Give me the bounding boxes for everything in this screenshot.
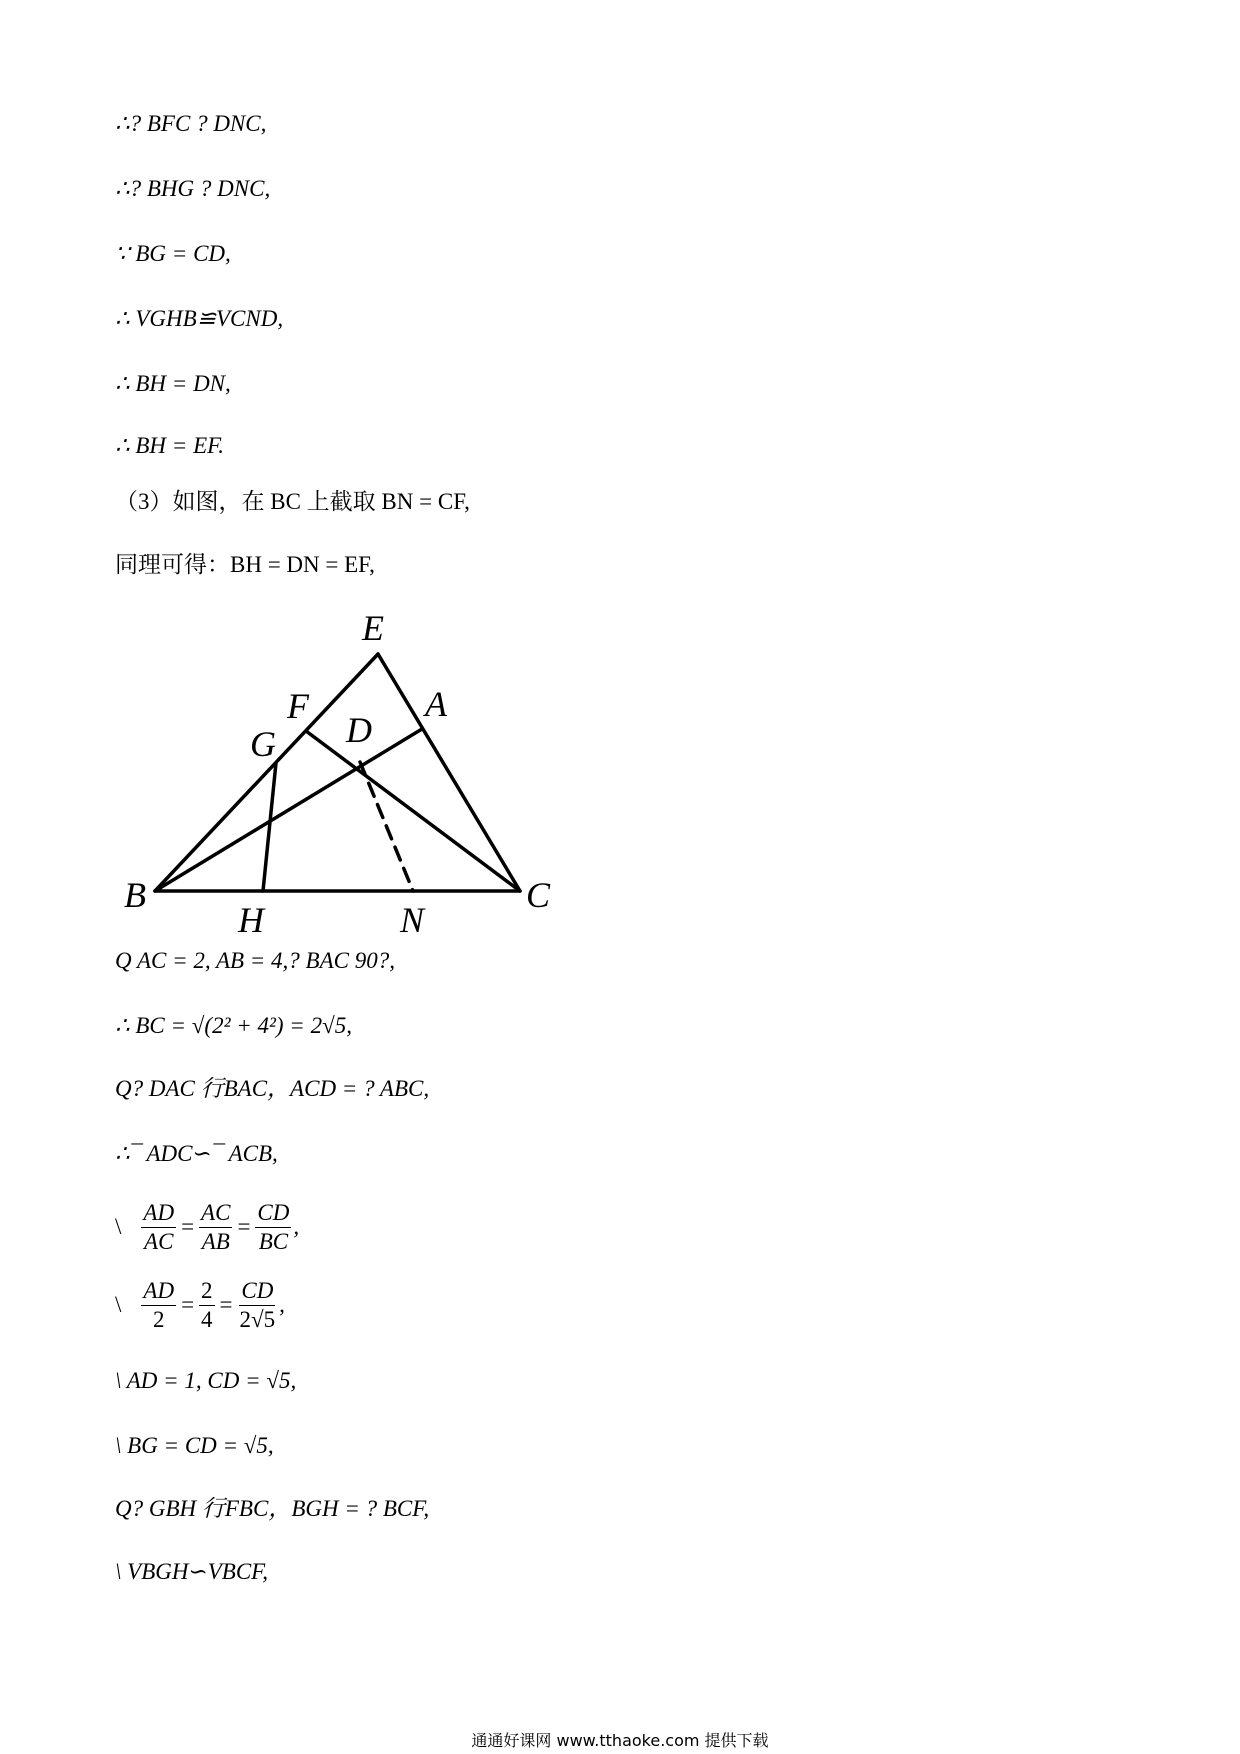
- segment-dn-dashed: [360, 762, 413, 891]
- ratio-row-1: [115, 1195, 299, 1259]
- label-c: C: [526, 875, 551, 915]
- ratio-row-1-suffix: ,: [293, 1214, 300, 1239]
- equals-sign: =: [219, 1292, 233, 1317]
- step-bg-eq-cd: ∵ BG = CD,: [115, 241, 231, 266]
- angle-equalities-2: Q? GBH 行FBC，BGH = ? BCF,: [115, 1496, 430, 1521]
- fraction: [238, 1277, 278, 1334]
- equals-sign: =: [181, 1214, 195, 1239]
- triangle-figure: [110, 610, 570, 940]
- part3-construction: （3）如图，在 BC 上截取 BN = CF,: [115, 489, 470, 514]
- label-n: N: [400, 900, 425, 940]
- fraction: [255, 1199, 291, 1256]
- similar-triangles-2: \ VBGH∽VBCF,: [115, 1559, 269, 1584]
- segment-gh: [263, 763, 276, 891]
- fraction-numerator: AC: [199, 1199, 232, 1228]
- page-footer: 通通好课网 www.tthaoke.com 提供下载: [471, 1731, 769, 1750]
- fraction-denominator: 2√5: [239, 1306, 276, 1332]
- segment-fc: [306, 731, 520, 891]
- fraction: [141, 1199, 176, 1256]
- equals-sign: =: [181, 1292, 195, 1317]
- fraction-numerator: CD: [255, 1199, 291, 1228]
- ratio-row-2-prefix: \: [115, 1292, 122, 1317]
- given-lengths: Q AC = 2, AB = 4,? BAC 90?,: [115, 948, 395, 973]
- ad-cd-values: \ AD = 1, CD = √5,: [115, 1368, 297, 1393]
- part3-similarly: 同理可得：BH = DN = EF,: [115, 552, 375, 577]
- fraction-numerator: AD: [141, 1199, 176, 1228]
- ratio-row-1-prefix: \: [115, 1214, 122, 1239]
- fraction: [141, 1277, 176, 1334]
- fraction-denominator: AC: [144, 1228, 174, 1254]
- equals-sign: =: [237, 1214, 251, 1239]
- fraction-numerator: CD: [239, 1277, 275, 1306]
- similar-triangles-1: ∴¯ ADC∽¯ ACB,: [115, 1141, 278, 1166]
- fraction-denominator: 2: [152, 1306, 165, 1332]
- fraction-denominator: BC: [258, 1228, 289, 1254]
- label-h: H: [238, 900, 264, 940]
- fraction-numerator: AD: [141, 1277, 176, 1306]
- label-a: A: [425, 684, 447, 724]
- step-angle-bhg-dnc: ∴? BHG ? DNC,: [115, 176, 271, 201]
- bc-length: ∴ BC = √(2² + 4²) = 2√5,: [115, 1013, 352, 1038]
- label-b: B: [124, 875, 146, 915]
- ratio-row-2: [115, 1273, 285, 1337]
- fraction: [199, 1277, 215, 1334]
- angle-equalities-1: Q? DAC 行BAC，ACD = ? ABC,: [115, 1076, 430, 1101]
- fraction: [199, 1199, 232, 1256]
- segment-ba: [155, 729, 422, 891]
- label-g: G: [250, 724, 276, 764]
- step-angle-bfc-dnc: ∴? BFC ? DNC,: [115, 111, 267, 136]
- ratio-row-2-suffix: ,: [279, 1292, 285, 1317]
- label-f: F: [287, 686, 309, 726]
- step-congruent: ∴ VGHB≌VCND,: [115, 306, 284, 331]
- fraction-denominator: 4: [201, 1306, 213, 1332]
- bg-value: \ BG = CD = √5,: [115, 1433, 274, 1458]
- label-d: D: [346, 710, 372, 750]
- step-bh-eq-dn: ∴ BH = DN,: [115, 371, 231, 396]
- fraction-numerator: 2: [199, 1277, 215, 1306]
- label-e: E: [362, 610, 384, 648]
- fraction-denominator: AB: [201, 1228, 230, 1254]
- step-bh-eq-ef: ∴ BH = EF.: [115, 433, 224, 458]
